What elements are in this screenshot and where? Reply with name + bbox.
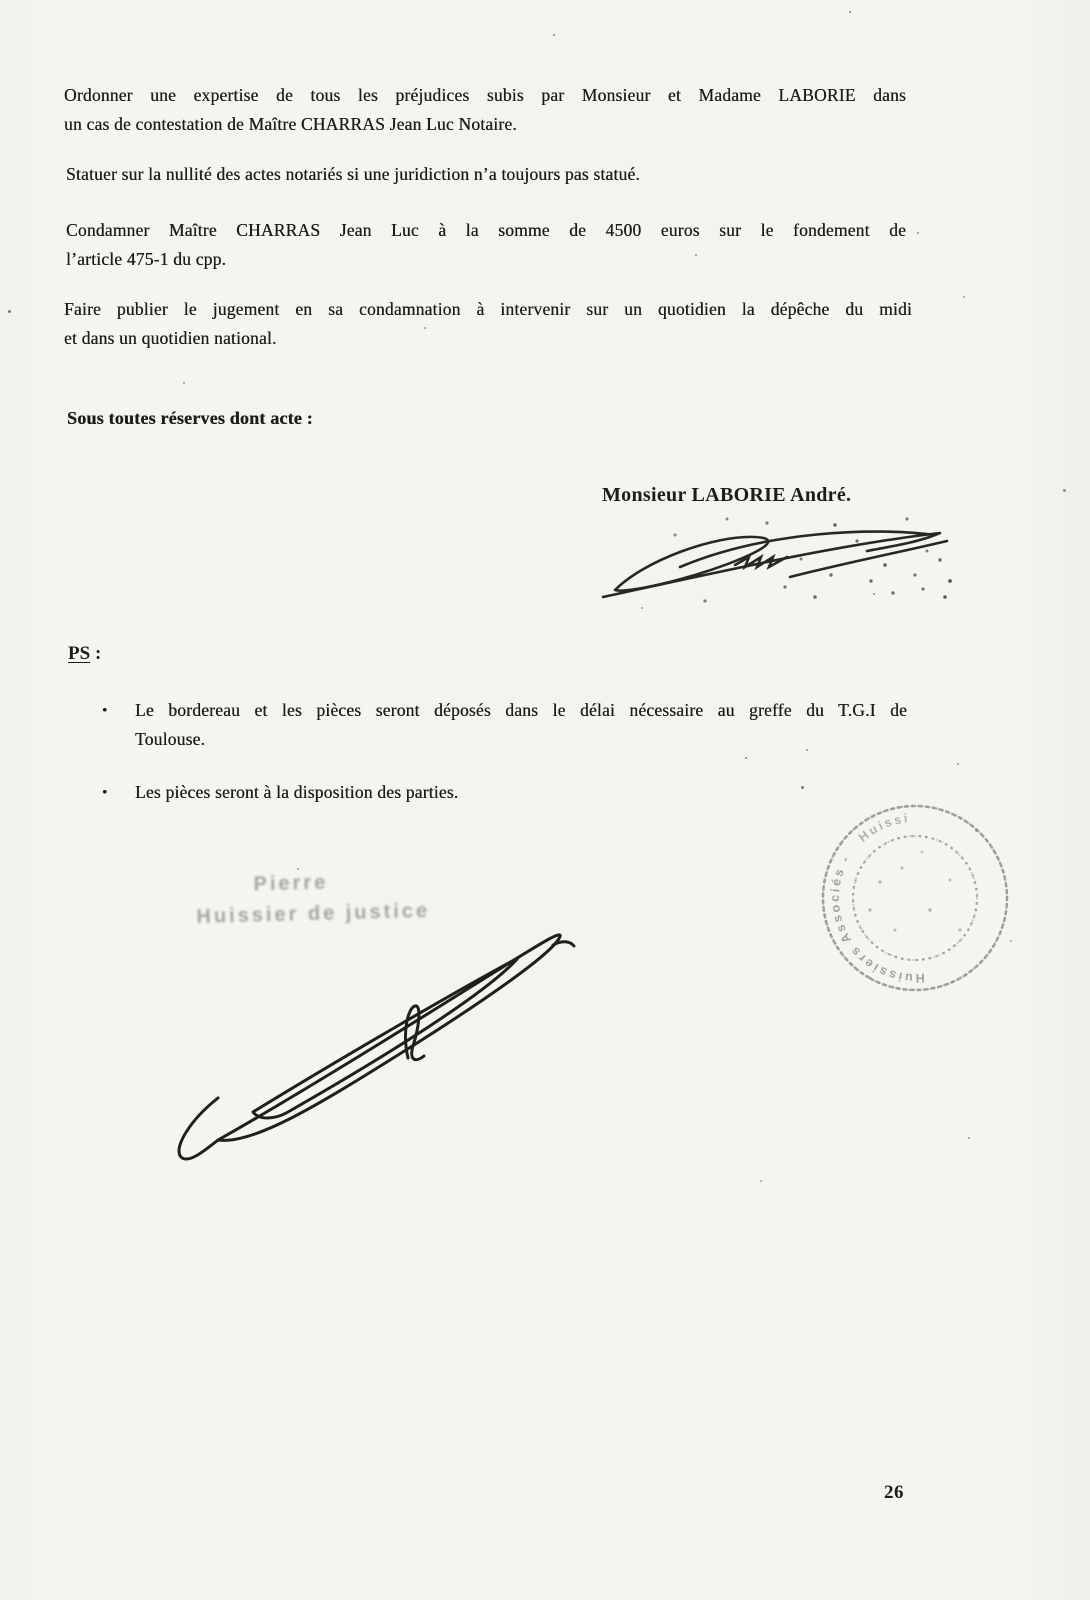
scan-speck [968, 1137, 970, 1139]
laborie-signature [585, 505, 960, 615]
bullet-icon: • [102, 785, 108, 801]
bullet-icon: • [102, 703, 108, 719]
ink-stamp-line: Pierre [253, 871, 329, 896]
scan-speck [806, 749, 808, 751]
scan-speck [963, 296, 965, 298]
paragraph-line: Statuer sur la nullité des actes notariés si une juridiction n’a toujours pas statué. [66, 164, 640, 184]
ps-label: PS [68, 643, 91, 664]
scan-speck [553, 34, 555, 36]
paragraph-line: l’article 475-1 du cpp. [66, 249, 227, 269]
page-number: 26 [884, 1482, 904, 1503]
stamp-noise-dots [868, 851, 961, 932]
ps-item-bordereau [102, 696, 907, 754]
paragraph-line: Les pièces seront à la disposition des parties. [135, 782, 459, 802]
claim-paragraph-condamner [66, 216, 906, 274]
claim-paragraph-expertise [64, 81, 906, 139]
paragraph-line: un cas de contestation de Maître CHARRAS Jean Luc Notaire. [64, 114, 517, 134]
scan-speck [957, 763, 959, 765]
ps-item-pieces [102, 778, 907, 807]
ps-colon: : [90, 643, 102, 664]
ink-stamp-line: Huissier de justice [196, 899, 431, 929]
scan-speck [801, 786, 804, 789]
scan-speck [745, 757, 747, 759]
scan-speck [917, 232, 919, 234]
paragraph-line: Toulouse. [135, 729, 206, 749]
paragraph-line: Ordonner une expertise de tous les préjudices subis par Monsieur et Madame LABORIE dans [64, 85, 906, 105]
scan-speck [849, 11, 851, 13]
reserves-line: Sous toutes réserves dont acte : [67, 408, 313, 428]
scan-speck [183, 382, 185, 384]
scan-speck [424, 327, 426, 329]
scan-speck [297, 868, 299, 870]
signatory-name: Monsieur LABORIE André. [602, 484, 852, 506]
scan-speck [8, 310, 11, 313]
round-stamp-text: Huissiers Associés - [804, 779, 911, 845]
scan-speck [641, 607, 643, 609]
round-huissiers-stamp [804, 779, 1025, 1010]
claim-paragraph-nullite [66, 160, 866, 189]
scan-speck [1010, 940, 1012, 942]
claim-paragraph-publication [64, 295, 912, 353]
paragraph-line: Condamner Maître CHARRAS Jean Luc à la somme de 4500 euros sur le fondement de [66, 220, 906, 240]
paragraph-line: Le bordereau et les pièces seront déposés dans le délai nécessaire au greffe du T.G.I de [135, 700, 907, 720]
scan-speck [873, 593, 875, 595]
scan-speck [975, 830, 977, 832]
scan-speck [695, 254, 697, 256]
round-stamp-text: Huissiers Associés - [827, 851, 926, 986]
postscript-heading [68, 643, 101, 665]
paragraph-line: Faire publier le jugement en sa condamnation à intervenir sur un quotidien la dépêche du midi [64, 299, 912, 319]
paragraph-line: et dans un quotidien national. [64, 328, 277, 348]
huissier-signature [158, 900, 588, 1170]
scan-speck [1063, 489, 1066, 492]
scan-noise-dots [674, 517, 952, 602]
scan-speck [760, 1180, 762, 1182]
